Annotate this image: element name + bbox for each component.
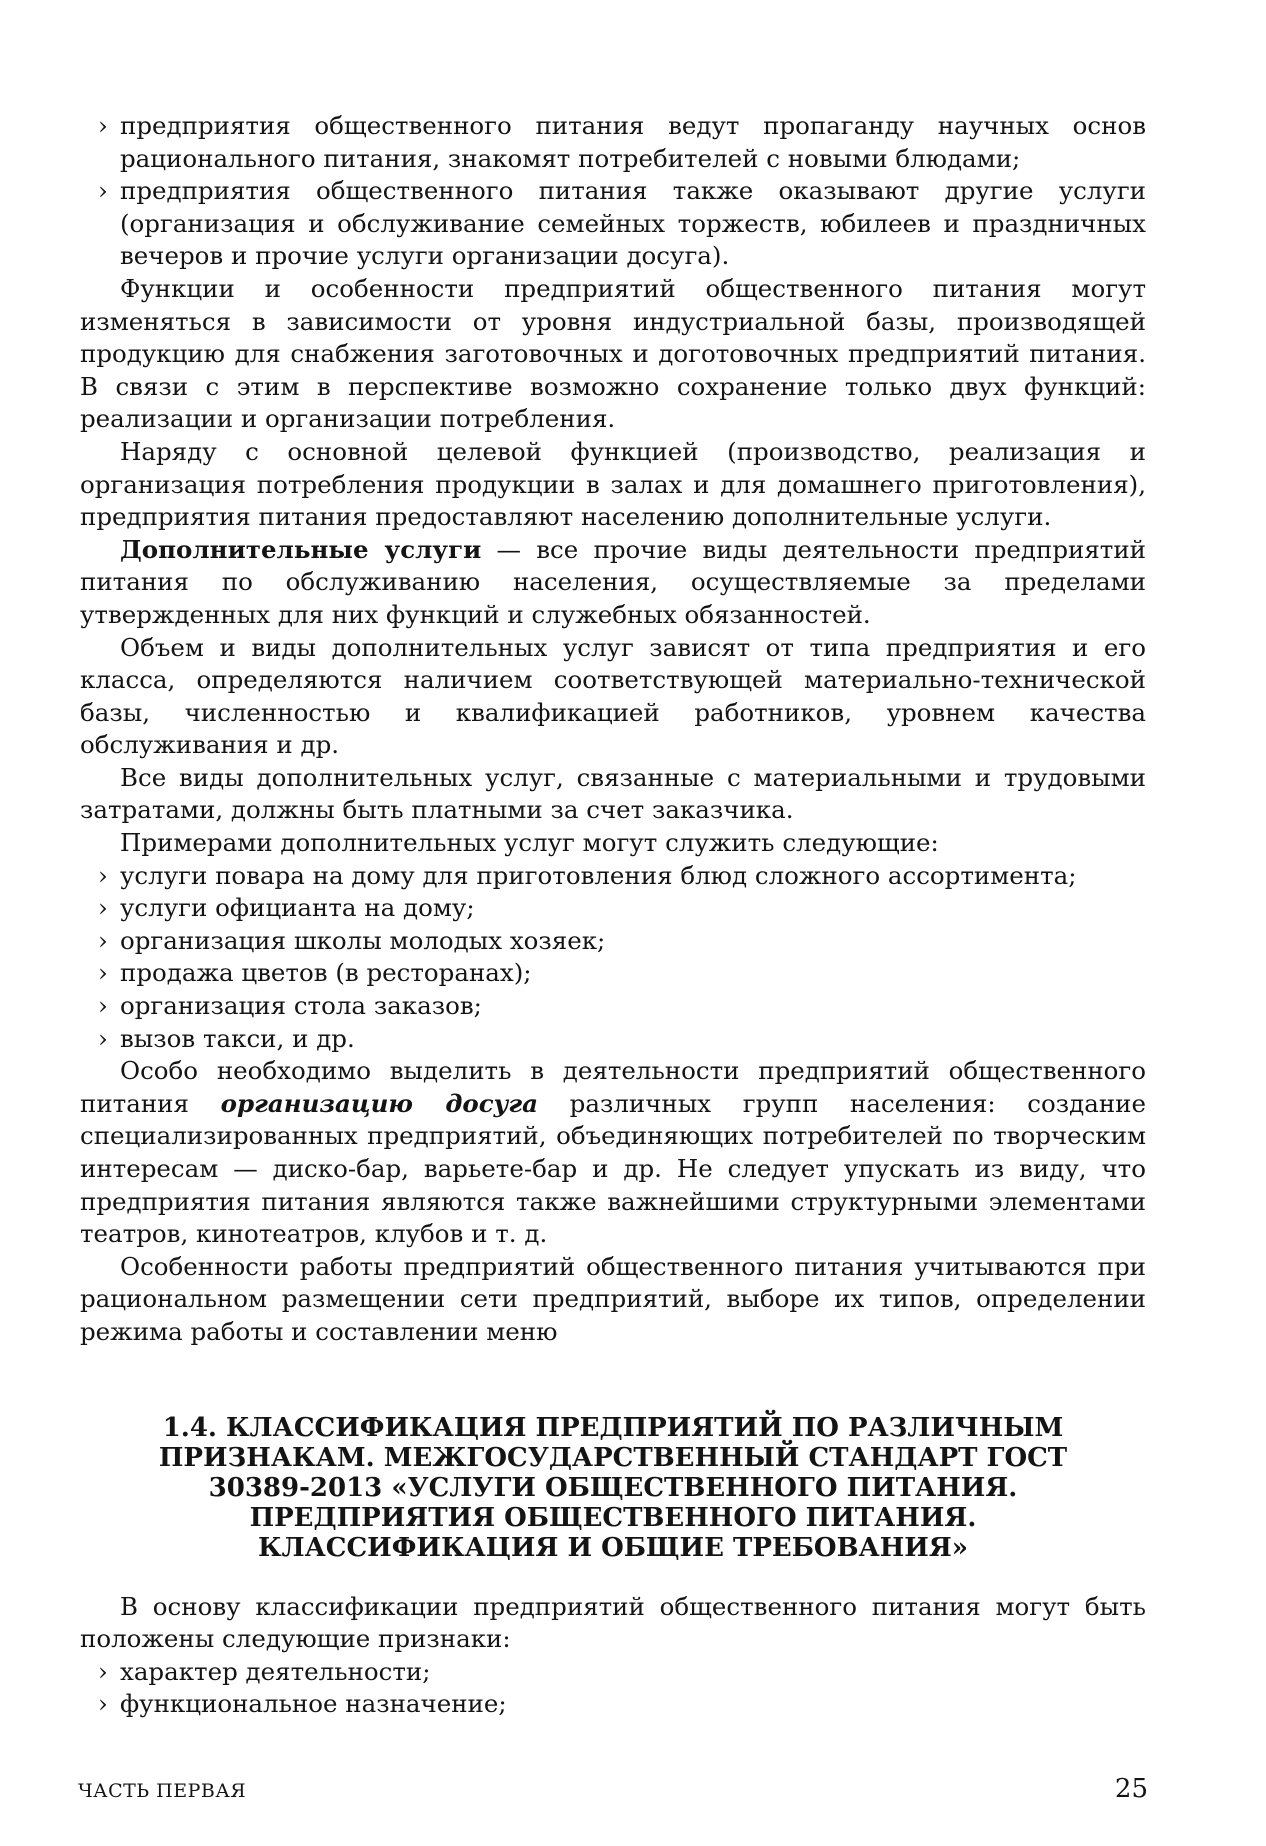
- footer-part-label: ЧАСТЬ ПЕРВАЯ: [78, 1780, 247, 1802]
- page-number: 25: [1114, 1774, 1148, 1804]
- emphasis: организацию досуга: [220, 1088, 538, 1118]
- section-heading: 1.4. КЛАССИФИКАЦИЯ ПРЕДПРИЯТИЙ ПО РАЗЛИЧНЫМ ПРИЗНАКАМ. МЕЖГОСУДАРСТВЕННЫЙ СТАНДАРТ ГОСТ 30389-2013 «УСЛУГИ ОБЩЕСТВЕННОГО ПИТАНИЯ. ПРЕДПРИЯТИЯ ОБЩЕСТВЕННОГО ПИТАНИЯ. КЛАССИФИКАЦИЯ И ОБЩИЕ ТРЕБОВАНИЯ»: [158, 1412, 1068, 1563]
- paragraph: Все виды дополнительных услуг, связанные с материальными и трудовыми затратами, должны быть платными за счет заказчика.: [80, 762, 1146, 825]
- paragraph: Примерами дополнительных услуг могут служить следующие:: [120, 828, 939, 858]
- paragraph: Наряду с основной целевой функцией (производство, реализация и организация потребления продукции в залах и для домашнего приготовления), предприятия питания предоставляют населению дополнительные услуги.: [80, 436, 1146, 532]
- term-definition: — все прочие виды деятельности предприятий питания по обслуживанию населения, осуществляемые за пределами утвержденных для них функций и служебных обязанностей.: [80, 534, 1146, 629]
- paragraph: Объем и виды дополнительных услуг зависят от типа предприятия и его класса, определяются наличием соответствующей материально-технической базы, численностью и квалификацией работников, уровнем качества обслуживания и др.: [80, 632, 1146, 760]
- paragraph: В основу классификации предприятий общественного питания могут быть положены следующие признаки:: [80, 1591, 1146, 1654]
- list-item: › продажа цветов (в ресторанах);: [80, 957, 1146, 990]
- list-item: › предприятия общественного питания также оказывают другие услуги (организация и обслуживание семейных торжеств, юбилеев и праздничных вечеров и прочие услуги организации досуга).: [80, 175, 1146, 273]
- paragraph: [80, 1055, 1146, 1251]
- paragraph: Особенности работы предприятий общественного питания учитываются при рациональном размещении сети предприятий, выборе их типов, определении режима работы и составлении меню: [80, 1251, 1146, 1346]
- list-item: › организация стола заказов;: [80, 990, 1146, 1023]
- body-text-bottom: [80, 1591, 1146, 1721]
- term-bold: Дополнительные услуги: [120, 534, 482, 564]
- list-item: › вызов такси, и др.: [80, 1023, 1146, 1056]
- list-item: › услуги официанта на дому;: [80, 892, 1146, 925]
- list-item: › услуги повара на дому для приготовления блюд сложного ассортимента;: [80, 860, 1146, 893]
- paragraph: Функции и особенности предприятий общественного питания могут изменяться в зависимости от уровня индустриальной базы, производящей продукцию для снабжения заготовочных и доготовочных предприятий питания. В связи с этим в перспективе возможно сохранение только двух функций: реализации и организации потребления.: [80, 273, 1146, 434]
- body-text: [80, 110, 1146, 1349]
- list-item: › характер деятельности;: [80, 1656, 1146, 1689]
- text-run: Особо необходимо выделить в деятельности предприятий общественного питания: [80, 1056, 1146, 1118]
- list-item: › предприятия общественного питания ведут пропаганду научных основ рационального питания, знакомят потребителей с новыми блюдами;: [80, 110, 1146, 175]
- list-item: › функциональное назначение;: [80, 1688, 1146, 1721]
- paragraph-definition: [80, 534, 1146, 632]
- text-run: различных групп населения: создание специализированных предприятий, объединяющих потребителей по творческим интересам — диско-бар, варьете-бар и др. Не следует упускать из виду, что предприятия питания являются также важнейшими структурными элементами театров, кинотеатров, клубов и т. д.: [80, 1088, 1146, 1249]
- list-item: › организация школы молодых хозяек;: [80, 925, 1146, 958]
